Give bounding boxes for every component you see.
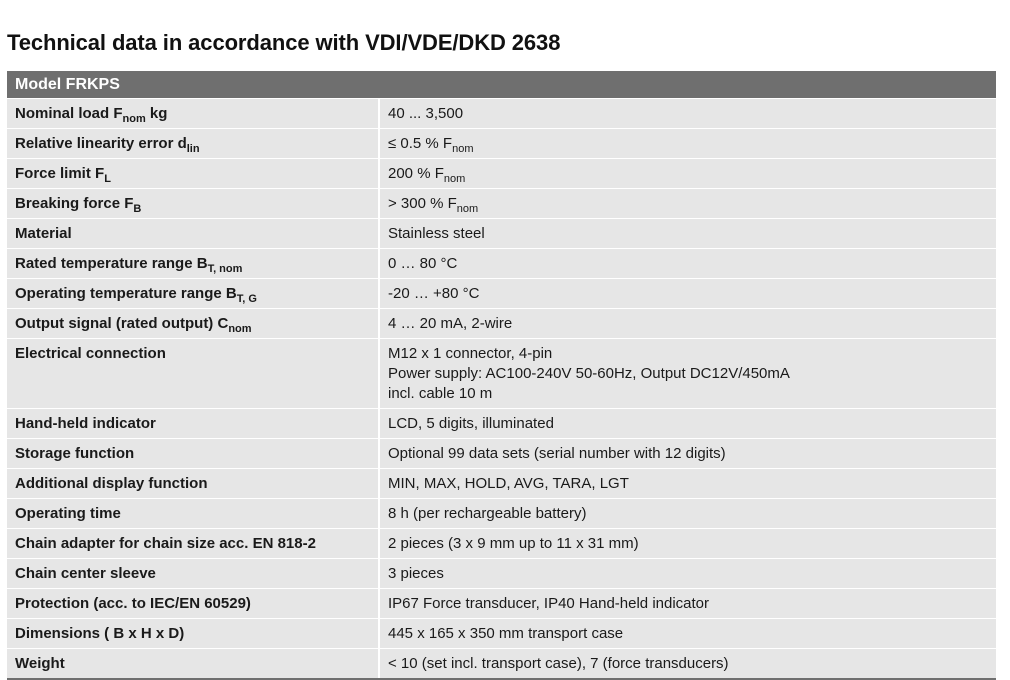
row-label: Relative linearity error $d_{lin}$ — [7, 129, 380, 158]
spec-table — [7, 71, 996, 680]
row-label: Breaking force $F_B$ — [7, 189, 380, 218]
row-label: Chain center sleeve — [7, 559, 380, 588]
row-value: > 300 % $F_{nom}$ — [388, 195, 479, 215]
row-value: 445 x 165 x 350 mm transport case — [388, 625, 624, 642]
table-row — [7, 409, 996, 439]
row-label: Material — [7, 219, 380, 248]
row-value: 8 h (per rechargeable battery) — [388, 505, 587, 522]
row-label: Weight — [7, 649, 380, 678]
row-value: -20 … +80 °C — [388, 285, 480, 302]
row-value: M12 x 1 connector, 4-pin Power supply: AC100-240V 50-60Hz, Output DC12V/450mA incl. cable 10 m — [388, 345, 790, 402]
table-row — [7, 619, 996, 649]
table-row — [7, 439, 996, 469]
row-label: Nominal load $F_{nom}$ kg — [7, 99, 380, 128]
table-row — [7, 499, 996, 529]
row-value: 4 … 20 mA, 2-wire — [388, 315, 513, 332]
table-row — [7, 529, 996, 559]
row-value: 0 … 80 °C — [388, 255, 458, 272]
table-row — [7, 279, 996, 309]
row-value: LCD, 5 digits, illuminated — [388, 415, 554, 432]
row-label: Electrical connection — [7, 339, 380, 408]
row-value: ≤ 0.5 % $F_{nom}$ — [388, 135, 474, 155]
table-row — [7, 339, 996, 409]
table-row — [7, 129, 996, 159]
row-value: 3 pieces — [388, 565, 444, 582]
row-label: Additional display function — [7, 469, 380, 498]
row-label: Force limit $F_L$ — [7, 159, 380, 188]
table-row — [7, 189, 996, 219]
row-value: < 10 (set incl. transport case), 7 (force transducers) — [388, 655, 729, 672]
row-value: 200 % $F_{nom}$ — [388, 165, 466, 185]
row-value: Optional 99 data sets (serial number with 12 digits) — [388, 445, 726, 462]
table-row — [7, 649, 996, 680]
row-label: Hand-held indicator — [7, 409, 380, 438]
row-value: Stainless steel — [388, 225, 485, 242]
row-label: Storage function — [7, 439, 380, 468]
row-value: 2 pieces (3 x 9 mm up to 11 x 31 mm) — [388, 535, 639, 552]
table-row — [7, 99, 996, 129]
table-row — [7, 219, 996, 249]
table-row — [7, 589, 996, 619]
table-row — [7, 309, 996, 339]
row-label: Chain adapter for chain size acc. EN 818-2 — [7, 529, 380, 558]
row-label: Protection (acc. to IEC/EN 60529) — [7, 589, 380, 618]
table-row — [7, 559, 996, 589]
table-row — [7, 159, 996, 189]
page-title: Technical data in accordance with VDI/VDE/DKD 2638 — [7, 30, 561, 55]
row-label: Operating time — [7, 499, 380, 528]
row-label: Dimensions ( B x H x D) — [7, 619, 380, 648]
row-value: IP67 Force transducer, IP40 Hand-held indicator — [388, 595, 710, 612]
table-row — [7, 469, 996, 499]
table-row — [7, 249, 996, 279]
row-value: 40 ... 3,500 — [388, 105, 464, 122]
row-value: MIN, MAX, HOLD, AVG, TARA, LGT — [388, 475, 629, 492]
table-header-model: Model FRKPS — [7, 71, 996, 99]
row-label: Operating temperature range $B_{T, G}$ — [7, 279, 380, 308]
row-label: Rated temperature range $B_{T, nom}$ — [7, 249, 380, 278]
row-label: Output signal (rated output) $C_{nom}$ — [7, 309, 380, 338]
